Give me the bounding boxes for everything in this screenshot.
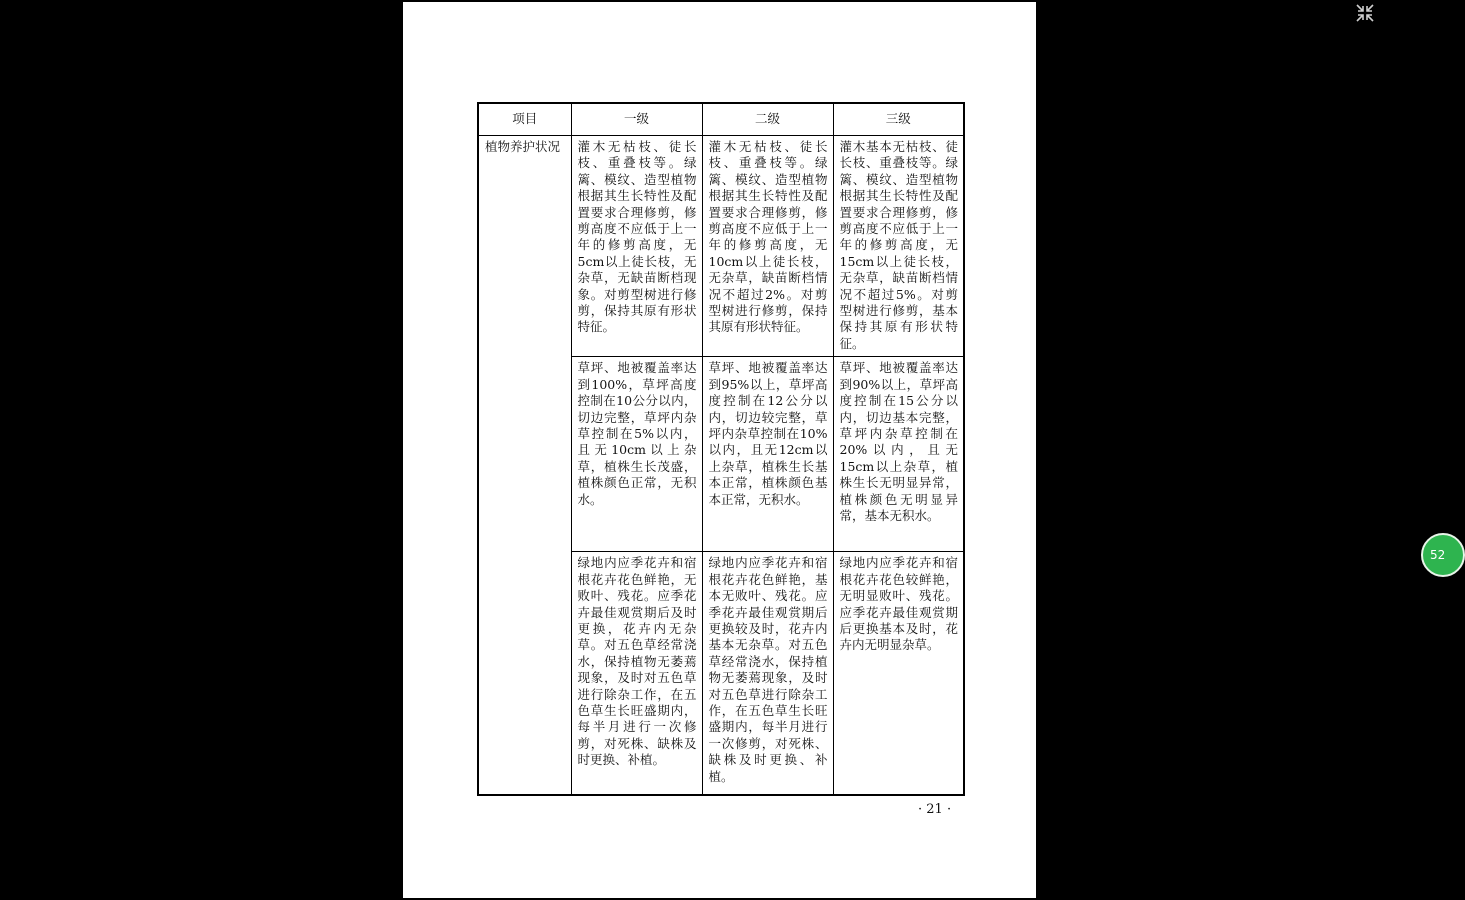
cell-lawn-level-2: 草坪、地被覆盖率达到95%以上，草坪高度控制在12公分以内，切边较完整，草坪内杂草控制在10%以内，且无12cm以上杂草，植株生长基本正常，植株颜色基本正常，无积水。 [702, 357, 833, 552]
item-label-cell: 植物养护状况 [478, 136, 571, 796]
collapse-icon [1355, 3, 1375, 23]
document-page [403, 2, 1036, 898]
cell-flower-level-2: 绿地内应季花卉和宿根花卉花色鲜艳，基本无败叶、残花。应季花卉最佳观赏期后更换较及时，花卉内基本无杂草。对五色草经常浇水，保持植物无萎蔫现象，及时对五色草进行除杂工作，在五色草生长旺盛期内，每半月进行一次修剪，对死株、缺株及时更换、补植。 [702, 552, 833, 796]
page-count-badge[interactable]: 52 [1421, 533, 1465, 577]
page-number: · 21 · [918, 802, 952, 817]
cell-shrub-level-1: 灌木无枯枝、徒长枝、重叠枝等。绿篱、模纹、造型植物根据其生长特性及配置要求合理修剪，修剪高度不应低于上一年的修剪高度，无5cm以上徒长枝，无杂草，无缺苗断档现象。对剪型树进行修剪，保持其原有形状特征。 [571, 136, 702, 357]
header-level-3: 三级 [833, 103, 964, 136]
maintenance-standard-table [477, 102, 965, 796]
header-item: 项目 [478, 103, 571, 136]
cell-shrub-level-2: 灌木无枯枝、徒长枝、重叠枝等。绿篱、模纹、造型植物根据其生长特性及配置要求合理修剪，修剪高度不应低于上一年的修剪高度，无10cm以上徒长枝，无杂草，缺苗断档情况不超过2%。对剪型树进行修剪，保持其原有形状特征。 [702, 136, 833, 357]
cell-flower-level-3: 绿地内应季花卉和宿根花卉花色较鲜艳，无明显败叶、残花。应季花卉最佳观赏期后更换基本及时，花卉内无明显杂草。 [833, 552, 964, 796]
table-row [478, 136, 964, 357]
cell-shrub-level-3: 灌木基本无枯枝、徒长枝、重叠枝等。绿篱、模纹、造型植物根据其生长特性及配置要求合理修剪，修剪高度不应低于上一年的修剪高度，无15cm以上徒长枝，无杂草，缺苗断档情况不超过5%。对剪型树进行修剪，基本保持其原有形状特征。 [833, 136, 964, 357]
header-level-1: 一级 [571, 103, 702, 136]
cell-lawn-level-1: 草坪、地被覆盖率达到100%，草坪高度控制在10公分以内，切边完整，草坪内杂草控制在5%以内，且无10cm以上杂草，植株生长茂盛，植株颜色正常，无积水。 [571, 357, 702, 552]
table-header-row [478, 103, 964, 136]
collapse-button[interactable] [1354, 2, 1376, 24]
cell-flower-level-1: 绿地内应季花卉和宿根花卉花色鲜艳，无败叶、残花。应季花卉最佳观赏期后及时更换，花卉内无杂草。对五色草经常浇水，保持植物无萎蔫现象，及时对五色草进行除杂工作，在五色草生长旺盛期内，每半月进行一次修剪，对死株、缺株及时更换、补植。 [571, 552, 702, 796]
header-level-2: 二级 [702, 103, 833, 136]
cell-lawn-level-3: 草坪、地被覆盖率达到90%以上，草坪高度控制在15公分以内，切边基本完整，草坪内杂草控制在20%以内，且无15cm以上杂草，植株生长无明显异常，植株颜色无明显异常，基本无积水。 [833, 357, 964, 552]
